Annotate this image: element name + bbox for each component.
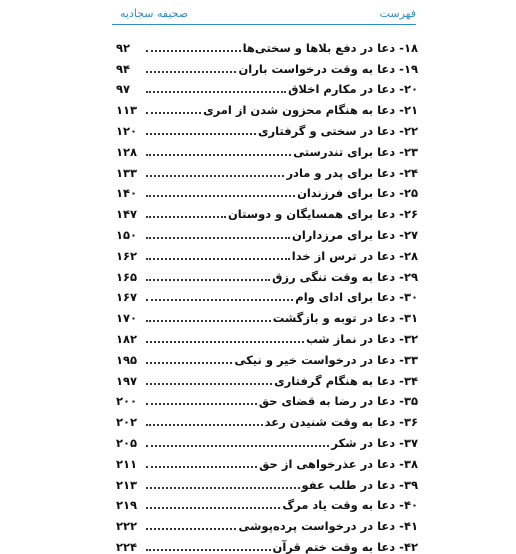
table-of-contents [116,34,418,554]
toc-entry-page-number: ۲۰۵ [116,435,138,450]
toc-entry-page-number: ۲۰۲ [116,415,138,430]
toc-entry-page-number: ۱۳۳ [116,165,138,180]
toc-entry-page-number: ۱۹۵ [116,352,138,367]
toc-entry-title: ۲۳- دعا برای تندرستی [293,144,418,159]
toc-entry-page-number: ۲۲۴ [116,539,138,554]
toc-entry-title: ۳۹- دعا در طلب عفو [301,477,418,492]
toc-entry-page-number: ۱۹۷ [116,373,138,388]
toc-entry[interactable] [116,200,418,221]
toc-entry-page-number: ۹۲ [116,40,131,55]
toc-entry-title: ۲۷- دعا برای مرزداران [292,227,418,242]
toc-entry[interactable] [116,429,418,450]
toc-entry-title: ۱۸- دعا در دفع بلاها و سختی‌ها [242,40,418,55]
toc-entry-title: ۲۲- دعا در سختی و گرفتاری [257,123,418,138]
dot-leader [146,424,263,426]
toc-entry-page-number: ۱۱۳ [116,103,138,118]
toc-entry-page-number: ۲۱۳ [116,477,138,492]
section-title: فهرست [379,7,416,20]
toc-entry-title: ۳۸- دعا در عذرخواهی از حق [259,456,418,471]
toc-entry[interactable] [116,512,418,533]
toc-entry-title: ۴۰- دعا به وقت یاد مرگ [282,498,418,513]
dot-leader [146,383,272,385]
toc-entry-page-number: ۱۷۰ [116,311,138,326]
toc-entry-title: ۲۴- دعا برای پدر و مادر [286,165,418,180]
toc-entry[interactable] [116,242,418,263]
book-title: صحیفه سجادیه [120,7,189,20]
toc-entry-page-number: ۱۴۰ [116,186,138,201]
dot-leader [146,528,236,530]
toc-entry[interactable] [116,117,418,138]
dot-leader [146,237,290,239]
toc-entry-title: ۲۵- دعا برای فرزندان [297,186,418,201]
toc-entry-title: ۱۹- دعا به وقت درخواست باران [238,61,418,76]
toc-entry-page-number: ۱۵۰ [116,227,138,242]
toc-entry-title: ۳۶- دعا به وقت شنیدن رعد [264,415,418,430]
toc-entry[interactable] [116,221,418,242]
toc-entry-page-number: ۱۸۲ [116,331,138,346]
toc-entry[interactable] [116,325,418,346]
dot-leader [146,71,236,73]
toc-entry[interactable] [116,180,418,201]
toc-entry[interactable] [116,450,418,471]
toc-entry[interactable] [116,388,418,409]
toc-entry-page-number: ۲۱۱ [116,456,138,471]
toc-entry-title: ۲۰- دعا در مکارم اخلاق [288,82,418,97]
toc-entry[interactable] [116,55,418,76]
toc-entry[interactable] [116,138,418,159]
dot-leader [146,133,256,135]
dot-leader [146,445,329,447]
toc-entry-title: ۲۸- دعا در ترس از خدا [291,248,418,263]
toc-entry-page-number: ۲۰۰ [116,394,138,409]
dot-leader [146,279,270,281]
toc-entry-title: ۳۵- دعا در رضا به قضای حق [258,394,418,409]
toc-entry[interactable] [116,471,418,492]
dot-leader [146,91,286,93]
dot-leader [146,487,300,489]
toc-entry[interactable] [116,96,418,117]
toc-entry-title: ۴۲- دعا به وقت ختم قرآن [272,539,418,554]
toc-entry-title: ۴۱- دعا در درخواست پرده‌پوشی [238,519,418,534]
toc-entry-page-number: ۲۱۹ [116,498,138,513]
dot-leader [146,50,241,52]
toc-entry-title: ۲۶- دعا برای همسایگان و دوستان [227,207,418,222]
toc-entry[interactable] [116,367,418,388]
toc-entry[interactable] [116,263,418,284]
toc-entry-title: ۳۴- دعا به هنگام گرفتاری [274,373,418,388]
toc-entry-page-number: ۱۶۲ [116,248,138,263]
toc-entry[interactable] [116,408,418,429]
toc-entry-page-number: ۱۶۷ [116,290,138,305]
toc-entry-title: ۲۱- دعا به هنگام محزون شدن از امری [203,103,418,118]
dot-leader [146,175,284,177]
toc-entry[interactable] [116,159,418,180]
toc-entry[interactable] [116,492,418,513]
toc-entry-title: ۳۳- دعا در درخواست خیر و نیکی [234,352,418,367]
toc-entry-title: ۳۲- دعا در نماز شب [306,331,418,346]
toc-entry-title: ۲۹- دعا به وقت تنگی رزق [272,269,418,284]
dot-leader [146,403,257,405]
dot-leader [146,466,257,468]
dot-leader [146,216,226,218]
toc-entry-page-number: ۱۲۰ [116,123,138,138]
toc-entry-title: ۳۱- دعا در توبه و بازگشت [272,311,418,326]
toc-entry-page-number: ۱۴۷ [116,207,138,222]
dot-leader [146,507,280,509]
dot-leader [146,112,201,114]
toc-entry[interactable] [116,346,418,367]
dot-leader [146,341,304,343]
toc-entry-title: ۳۷- دعا در شکر [331,435,418,450]
page-header [112,4,416,25]
dot-leader [146,195,295,197]
toc-entry-page-number: ۲۲۲ [116,519,138,534]
toc-entry[interactable] [116,34,418,55]
toc-entry-page-number: ۱۶۵ [116,269,138,284]
toc-entry-page-number: ۱۲۸ [116,144,138,159]
toc-entry[interactable] [116,533,418,554]
dot-leader [146,258,290,260]
dot-leader [146,320,271,322]
toc-entry-page-number: ۹۴ [116,61,131,76]
toc-entry[interactable] [116,304,418,325]
dot-leader [146,154,291,156]
toc-entry[interactable] [116,76,418,97]
dot-leader [146,362,232,364]
toc-entry-page-number: ۹۷ [116,82,131,97]
dot-leader [146,299,293,301]
toc-entry[interactable] [116,284,418,305]
toc-entry-title: ۳۰- دعا برای ادای وام [295,290,418,305]
